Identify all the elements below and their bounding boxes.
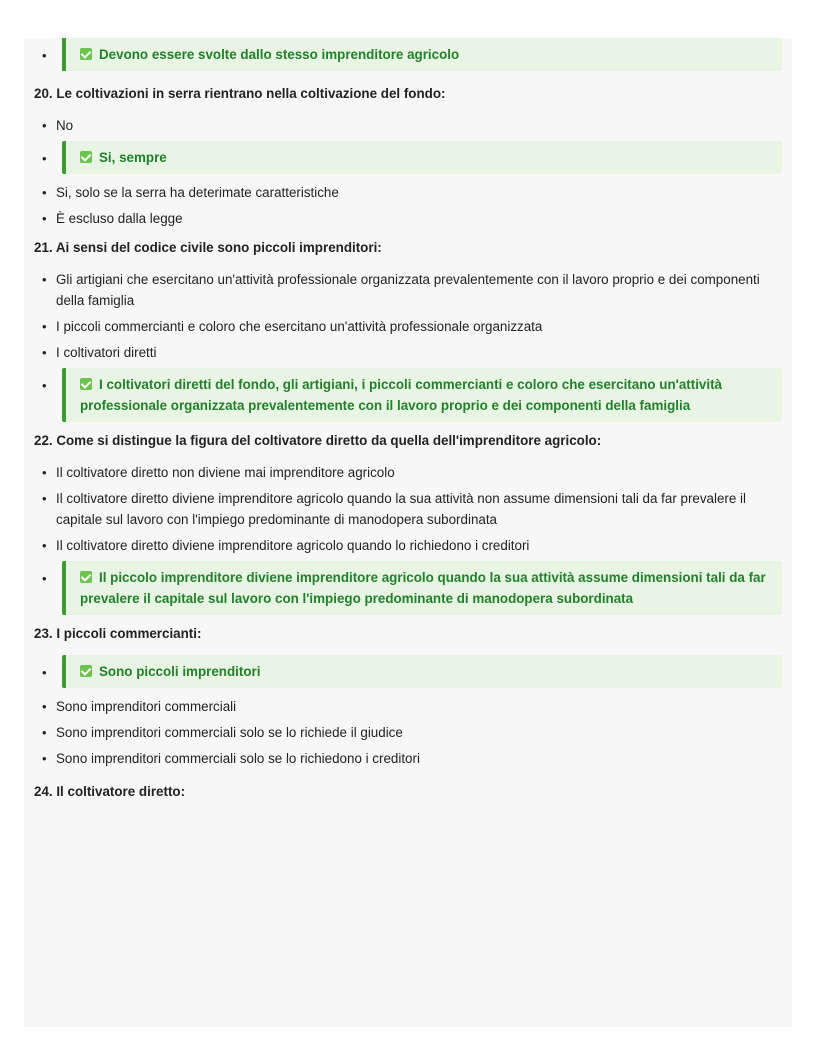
correct-answer-box xyxy=(62,141,782,174)
answer-list-20 xyxy=(34,115,782,229)
question-title-22: 22. Come si distingue la figura del coltivatore diretto da quella dell'imprenditore agricolo: xyxy=(34,433,602,448)
answer-option: • Il coltivatore diretto diviene imprenditore agricolo quando lo richiedono i creditori xyxy=(34,535,782,556)
question-title-23: 23. I piccoli commercianti: xyxy=(34,626,202,641)
answer-option: • Sono imprenditori commerciali xyxy=(34,696,782,717)
answer-option: • Sono imprenditori commerciali solo se lo richiede il giudice xyxy=(34,722,782,743)
check-box-icon xyxy=(80,378,92,390)
answer-text: I coltivatori diretti del fondo, gli artigiani, i piccoli commercianti e coloro che esercitano un'attività professionale organizzata prevalentemente con il lavoro proprio e dei componenti della famiglia xyxy=(80,377,722,413)
correct-answer-box xyxy=(62,561,782,615)
check-box-icon xyxy=(80,151,92,163)
answer-text: Devono essere svolte dallo stesso imprenditore agricolo xyxy=(99,47,460,62)
answer-option-correct xyxy=(34,561,782,615)
answer-option-correct xyxy=(34,141,782,174)
answer-option: • È escluso dalla legge xyxy=(34,208,782,229)
answer-option-correct xyxy=(34,655,782,688)
answer-option-correct xyxy=(34,368,782,422)
answer-text: Sono piccoli imprenditori xyxy=(99,664,261,679)
answer-list-21 xyxy=(34,269,782,422)
answer-option: • Si, solo se la serra ha deterimate caratteristiche xyxy=(34,182,782,203)
quiz-page xyxy=(24,38,792,1027)
correct-answer-box xyxy=(62,38,782,71)
answer-list-19 xyxy=(34,38,782,71)
check-box-icon xyxy=(80,571,92,583)
answer-option: • Sono imprenditori commerciali solo se lo richiedono i creditori xyxy=(34,748,782,769)
correct-answer-box xyxy=(62,655,782,688)
answer-option: • Il coltivatore diretto diviene imprenditore agricolo quando la sua attività non assume dimensioni tali da far prevalere il capitale sul lavoro con l'impiego predominante di manodopera subordinata xyxy=(34,488,782,530)
answer-option-correct xyxy=(34,38,782,71)
answer-option: • I piccoli commercianti e coloro che esercitano un'attività professionale organizzata xyxy=(34,316,782,337)
answer-text: Il piccolo imprenditore diviene imprenditore agricolo quando la sua attività assume dimensioni tali da far prevalere il capitale sul lavoro con l'impiego predominante di manodopera subordinata xyxy=(80,570,766,606)
question-title-21: 21. Ai sensi del codice civile sono piccoli imprenditori: xyxy=(34,240,382,255)
answer-option: • I coltivatori diretti xyxy=(34,342,782,363)
answer-list-22 xyxy=(34,462,782,615)
check-box-icon xyxy=(80,665,92,677)
answer-list-23 xyxy=(34,655,782,769)
question-title-24: 24. Il coltivatore diretto: xyxy=(34,784,186,799)
question-title-20: 20. Le coltivazioni in serra rientrano nella coltivazione del fondo: xyxy=(34,86,446,101)
answer-text: Si, sempre xyxy=(99,150,167,165)
correct-answer-box xyxy=(62,368,782,422)
check-box-icon xyxy=(80,48,92,60)
answer-option: • No xyxy=(34,115,782,136)
answer-option: • Gli artigiani che esercitano un'attività professionale organizzata prevalentemente con il lavoro proprio e dei componenti della famiglia xyxy=(34,269,782,311)
answer-option: • Il coltivatore diretto non diviene mai imprenditore agricolo xyxy=(34,462,782,483)
